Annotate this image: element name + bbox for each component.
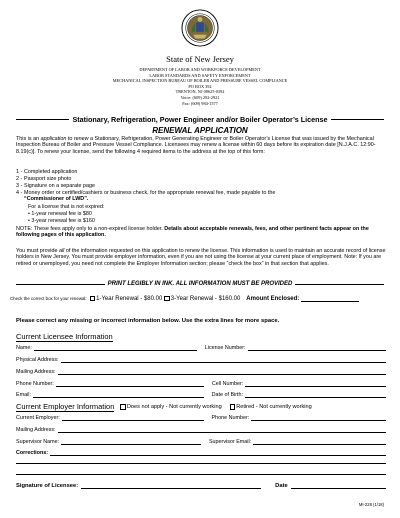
- fee-intro: For a license that is not expired:: [28, 204, 105, 210]
- requirement-text: Completed application: [24, 169, 78, 175]
- intro-text: This is an: [16, 136, 41, 142]
- agency-line: Voice: (609) 292-2921: [180, 94, 220, 100]
- title-rule-left: [16, 119, 69, 120]
- correct-info-notice: Please correct any missing or incorrect information below. Use the extra lines for more space.: [16, 318, 280, 324]
- physical-address-row: [16, 355, 386, 363]
- not-working-label: Does not apply - Not currently working: [126, 404, 222, 410]
- employer-phone-field[interactable]: [251, 415, 386, 421]
- employer-mailing-field[interactable]: [58, 427, 386, 433]
- agency-address: [0, 67, 400, 106]
- employer-label: Current Employer:: [16, 415, 60, 421]
- supervisor-row: [16, 437, 386, 445]
- not-working-checkbox[interactable]: [120, 404, 126, 410]
- must-emphasis: all: [58, 248, 65, 254]
- corrections-row: [16, 448, 386, 456]
- licensee-section-heading: [16, 332, 386, 341]
- date-label: Date: [275, 483, 288, 489]
- title-rule-right: [331, 119, 384, 120]
- state-name: State of New Jersey: [166, 54, 234, 64]
- agency-line: DEPARTMENT OF LABOR AND WORKFORCE DEVELOPMENT: [139, 67, 261, 72]
- signature-label: Signature of Licensee:: [16, 483, 79, 489]
- supervisor-name-field[interactable]: [61, 439, 201, 445]
- must-text: You must provide: [16, 248, 59, 254]
- requirement-number: 3 -: [16, 183, 23, 189]
- employer-heading-text: Current Employer Information: [16, 402, 115, 411]
- corrections-extra-line[interactable]: [16, 463, 386, 464]
- supervisor-name-label: Supervisor Name:: [16, 439, 60, 445]
- agency-line: LABOR STANDARDS AND SAFETY ENFORCEMENT: [149, 72, 251, 78]
- form-title-text: Stationary, Refrigeration, Power Engineer and/or Boiler Operator’s License: [72, 115, 328, 124]
- must-provide-paragraph: [16, 248, 386, 267]
- cell-field[interactable]: [245, 381, 386, 387]
- employer-phone-label: Phone Number:: [211, 415, 250, 421]
- mailing-address-label: Mailing Address:: [16, 369, 56, 375]
- one-year-renewal-label: 1-Year Renewal - $80.00: [96, 295, 163, 302]
- agency-line: Fax: (609) 984-1577: [182, 100, 218, 106]
- not-working-option: [120, 404, 221, 410]
- date-field[interactable]: [291, 483, 386, 489]
- phone-label: Phone Number:: [16, 381, 54, 387]
- signature-field[interactable]: [81, 483, 261, 489]
- three-year-renewal-label: 3-Year Renewal - $160.00: [170, 295, 241, 302]
- payee-name: “Commissioner of LWD”.: [24, 196, 89, 203]
- name-field[interactable]: [34, 345, 197, 351]
- requirement-number: 2 -: [16, 176, 23, 182]
- form-number: MI-228 (1/18): [358, 502, 384, 507]
- cell-label: Cell Number:: [211, 381, 244, 387]
- requirement-number: 1 -: [16, 169, 23, 175]
- retired-label: Retired - Not currently working: [236, 404, 312, 410]
- requirement-item: [16, 190, 376, 203]
- employer-section-heading: [16, 402, 386, 412]
- supervisor-email-label: Supervisor Email:: [208, 439, 252, 445]
- requirement-text: Passport size photo: [24, 176, 72, 182]
- corrections-label: Corrections:: [16, 450, 49, 456]
- employer-row: [16, 413, 386, 421]
- employer-mailing-label: Mailing Address:: [16, 427, 56, 433]
- employer-field[interactable]: [62, 415, 204, 421]
- phone-row: [16, 379, 386, 387]
- corrections-extra-line[interactable]: [16, 474, 386, 475]
- employer-mailing-row: [16, 425, 386, 433]
- email-field[interactable]: [33, 392, 204, 398]
- fee-note: [16, 226, 386, 239]
- must-text: of the information requested on this application to renew the license. This information is used to maintain an accurate record of license holders in New Jersey. You must provide employer information, even if you are not using the license at your current place of employment. Note: If you are retired or unemployed, you need not complete the Employer Information section; please “check the box” in that section that applies.: [16, 248, 386, 267]
- physical-address-label: Physical Address:: [16, 357, 59, 363]
- intro-emphasis: application to renew: [40, 136, 89, 142]
- retired-checkbox[interactable]: [230, 404, 236, 410]
- amount-enclosed-field[interactable]: [301, 295, 359, 302]
- agency-line: TRENTON, NJ 08625-0392: [175, 89, 225, 95]
- intro-paragraph: [16, 136, 386, 155]
- agency-line: MECHANICAL INSPECTION BUREAU OF BOILER AND PRESSURE VESSEL COMPLIANCE: [112, 78, 288, 84]
- mailing-address-row: [16, 367, 386, 375]
- supervisor-email-field[interactable]: [253, 439, 386, 445]
- three-year-renewal-checkbox[interactable]: [164, 296, 170, 302]
- note-text: NOTE: These fees apply only to a non-expired license holder.: [16, 226, 165, 232]
- agency-line: PO BOX 392: [188, 83, 212, 89]
- renewal-prompt: Check the correct box for your renewal:: [10, 296, 87, 301]
- dob-label: Date of Birth:: [211, 392, 244, 398]
- renewal-selection-row: [10, 294, 390, 303]
- requirement-text: Signature on a separate page: [24, 183, 96, 189]
- requirement-item: [16, 183, 376, 189]
- intro-text: a Stationary, Refrigeration, Power Generating Engineer or Boiler Operator’s License that was issued by the Mechanical Inspection Bureau of Boiler and Pressure Vessel Compliance. Licensees may renew a license within 60 days before its expiration date [N.J.A.C. 12:90-8.19(c)]. To renew your license, send the following 4 required items to the address at the top of this form:: [16, 136, 376, 155]
- email-label: Email:: [16, 392, 31, 398]
- print-legibly-text: PRINT LEGIBLY IN INK. ALL INFORMATION MUST BE PROVIDED: [107, 281, 293, 287]
- licensee-heading-text: Current Licensee Information: [16, 332, 113, 341]
- notice-rule-right: [295, 284, 384, 285]
- signature-row: [16, 481, 386, 489]
- amount-enclosed-label: Amount Enclosed:: [246, 295, 300, 302]
- dob-field[interactable]: [245, 392, 386, 398]
- mailing-address-field[interactable]: [58, 369, 386, 375]
- retired-option: [230, 404, 312, 410]
- name-label: Name:: [16, 345, 32, 351]
- form-subtitle: RENEWAL APPLICATION: [152, 126, 248, 135]
- notice-rule-left: [16, 284, 105, 285]
- phone-field[interactable]: [56, 381, 204, 387]
- requirement-item: [16, 169, 376, 175]
- one-year-renewal-checkbox[interactable]: [90, 296, 96, 302]
- note-bold-text: Details about acceptable renewals, fees, and other pertinent facts appear on the following pages of this application.: [16, 226, 369, 239]
- fee-item: • 1-year renewal fee is $80: [28, 211, 92, 217]
- license-number-field[interactable]: [248, 345, 386, 351]
- requirement-number: 4 -: [16, 190, 23, 196]
- corrections-field[interactable]: [50, 450, 386, 456]
- fee-item: • 3-year renewal fee is $160: [28, 218, 95, 224]
- requirement-text: Money order or certified/cashiers or business check, for the appropriate renewal fee, made payable to the: [24, 190, 276, 196]
- email-row: [16, 390, 386, 398]
- form-title: [16, 115, 384, 124]
- requirement-item: [16, 176, 376, 182]
- print-legibly-notice: [16, 281, 384, 287]
- license-number-label: License Number:: [204, 345, 246, 351]
- licensee-name-row: [16, 343, 386, 351]
- nj-state-seal-icon: [181, 9, 219, 47]
- physical-address-field[interactable]: [61, 357, 386, 363]
